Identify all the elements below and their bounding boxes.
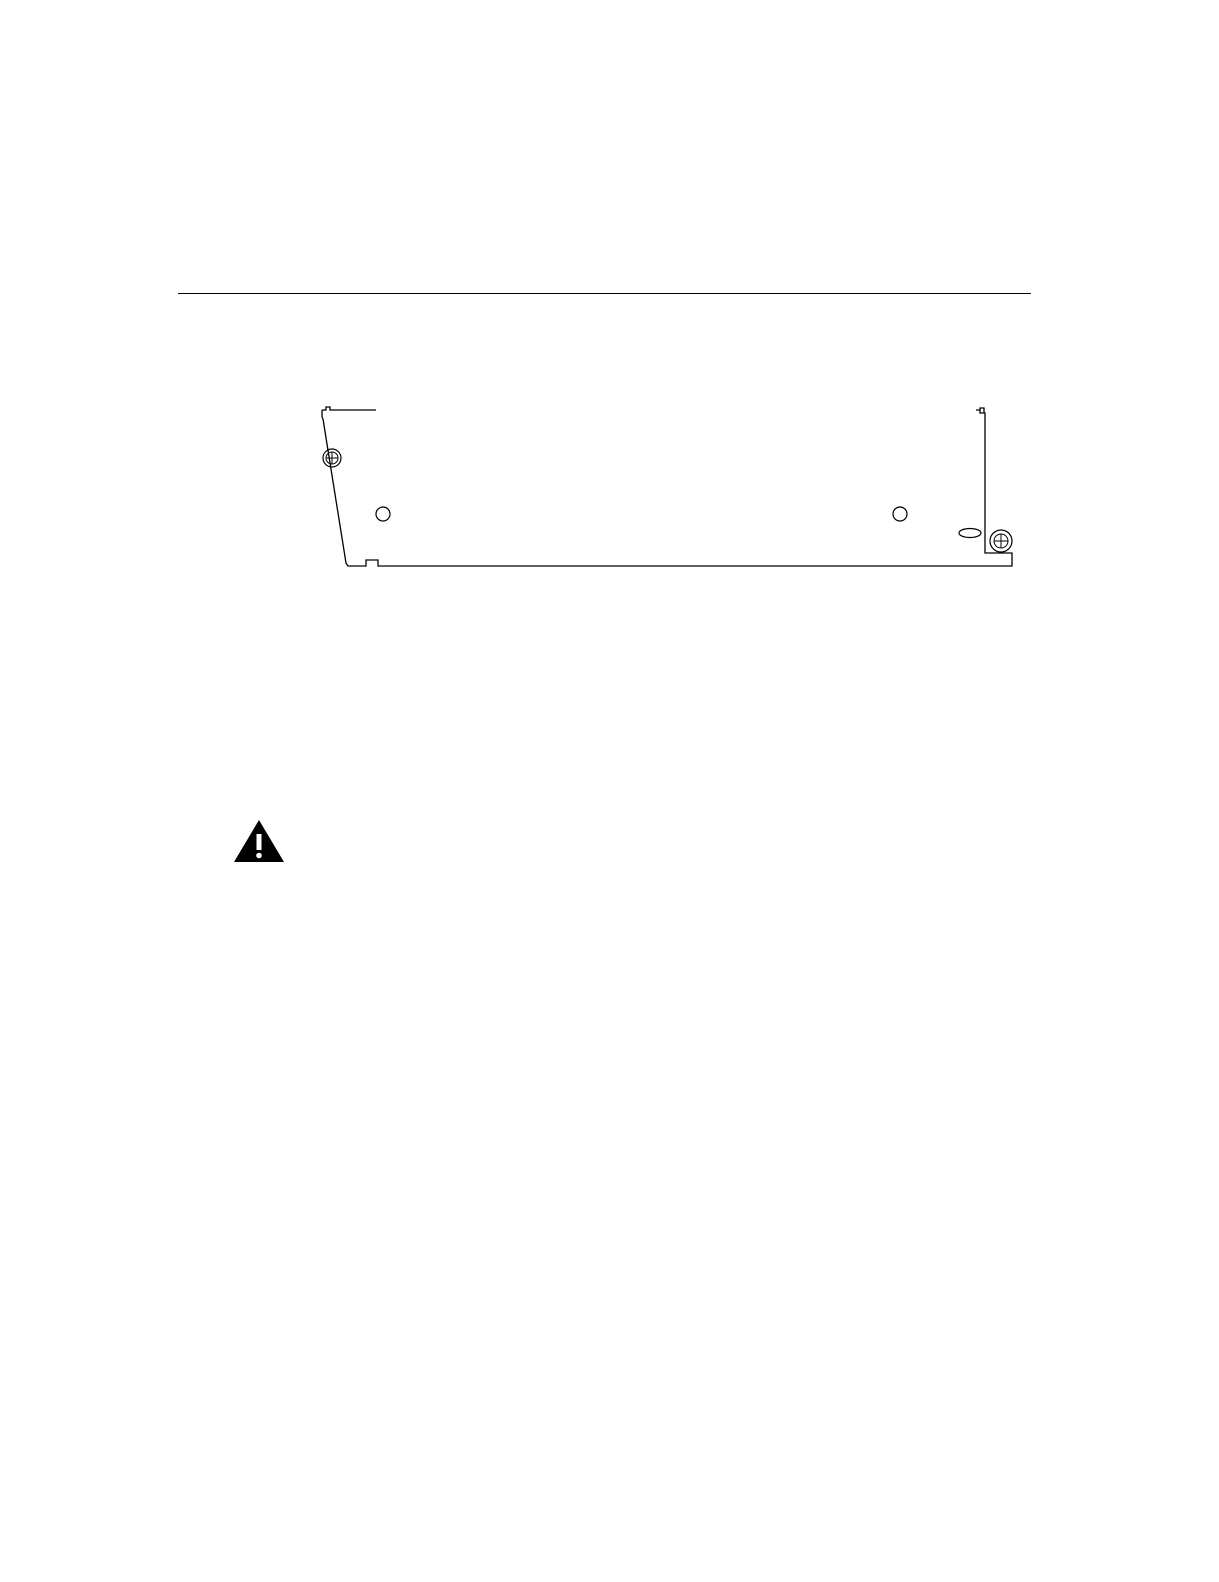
right-round-hole <box>893 507 907 521</box>
figure-caption <box>320 351 455 371</box>
digital-modem-module-figure <box>318 403 1030 578</box>
left-round-hole <box>376 507 390 521</box>
header-rule <box>178 293 1031 294</box>
right-screw-icon <box>990 530 1012 552</box>
caution-note <box>320 815 1032 839</box>
en-led <box>959 529 981 538</box>
page-footer <box>178 1330 248 1351</box>
caution-icon <box>232 818 286 869</box>
module-faceplate-drawing <box>318 403 1030 573</box>
left-screw-icon <box>323 449 341 467</box>
faceplate-outline <box>322 407 1012 566</box>
